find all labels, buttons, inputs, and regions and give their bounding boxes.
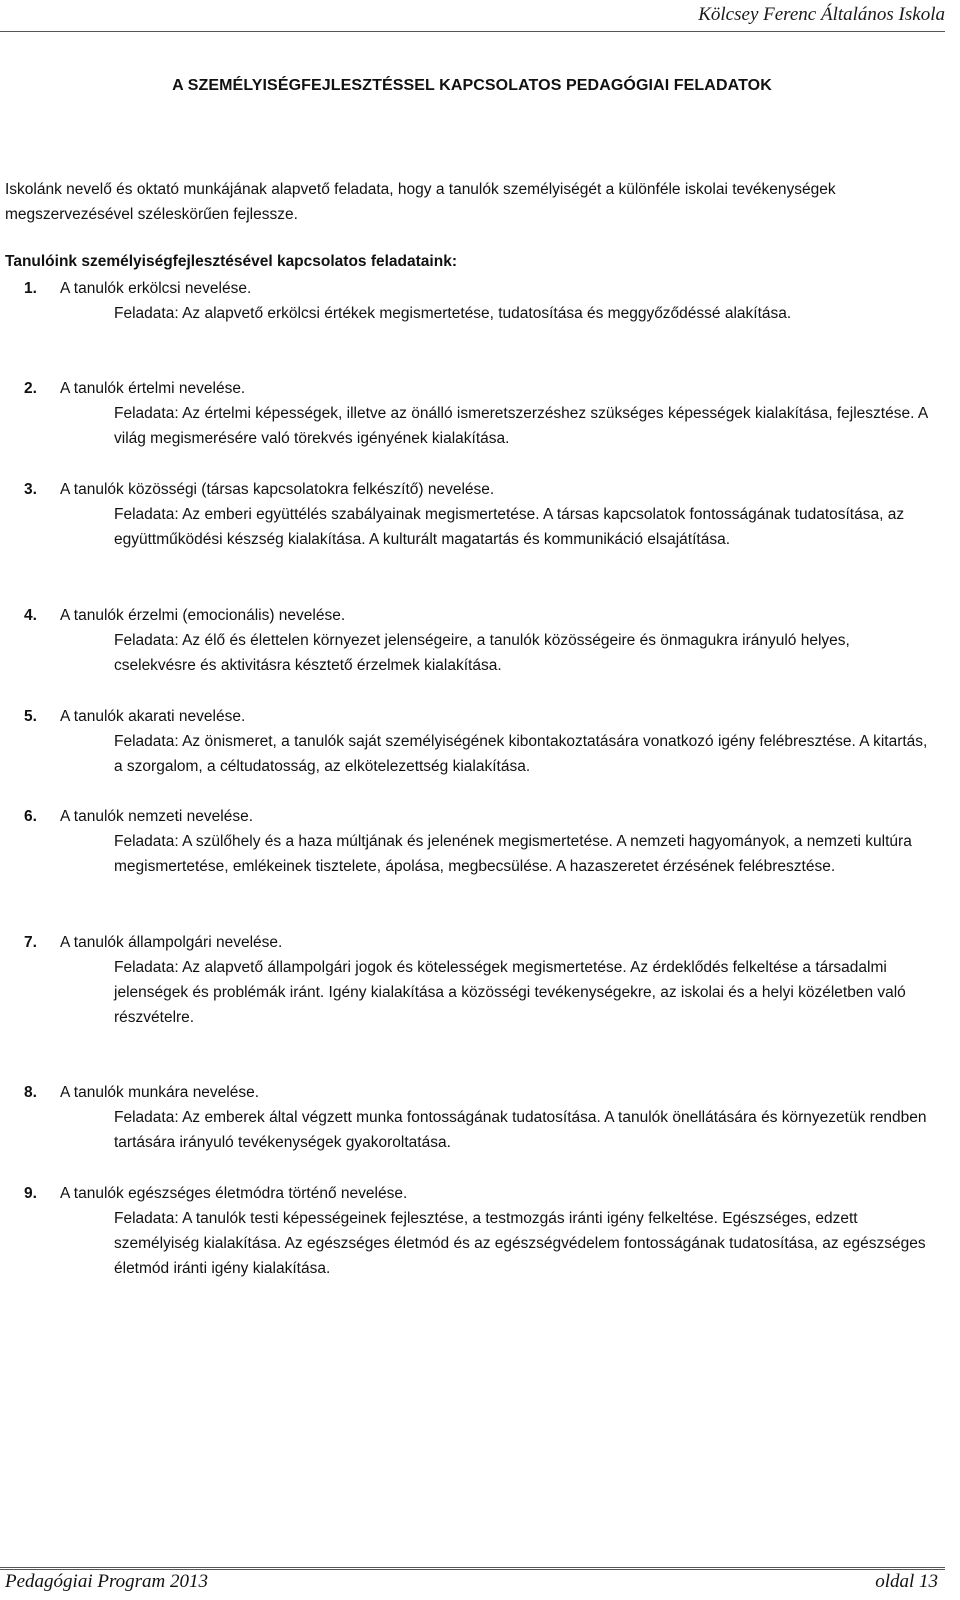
item-task: Feladata: A tanulók testi képességeinek fejlesztése, a testmozgás iránti igény felkeltése. Egészséges, edzett személyiség kialakítása. Az egészséges életmód és az egészségvédelem fontosságának tudatosítása, az egészséges életmód iránti igény kialakítása.: [114, 1210, 926, 1277]
item-number: 3.: [24, 481, 37, 498]
item-task: Feladata: Az emberi együttélés szabályainak megismertetése. A társas kapcsolatok fontosságának tudatosítása, az együttműködési készség kialakítása. A kulturált magatartás és kommunikáció elsajátítása.: [114, 506, 905, 548]
footer-divider: [0, 1567, 945, 1570]
item-heading: A tanulók egészséges életmódra történő nevelése.: [60, 1185, 408, 1202]
item-number: 1.: [24, 280, 37, 297]
item-heading: A tanulók erkölcsi nevelése.: [60, 280, 252, 297]
item-number: 5.: [24, 708, 37, 725]
item-heading: A tanulók értelmi nevelése.: [60, 380, 246, 397]
item-number: 6.: [24, 808, 37, 825]
section-subheading: Tanulóink személyiségfejlesztésével kapcsolatos feladataink:: [5, 253, 457, 270]
item-number: 2.: [24, 380, 37, 397]
item-number: 9.: [24, 1185, 37, 1202]
list-item-1: [24, 276, 934, 326]
item-task: Feladata: Az alapvető állampolgári jogok és kötelességek megismertetése. Az érdeklődés felkeltése a társadalmi jelenségek és problémák iránt. Igény kialakítása a közösségi tevékenységekre, az iskolai és a helyi közéletben való részvételre.: [114, 959, 906, 1026]
item-task: Feladata: Az alapvető erkölcsi értékek megismertetése, tudatosítása és meggyőződéssé alakítása.: [114, 305, 792, 322]
item-task: Feladata: Az emberek által végzett munka fontosságának tudatosítása. A tanulók önellátására és környezetük rendben tartására irányuló tevékenységek gyakoroltatása.: [114, 1109, 927, 1151]
document-title: A SZEMÉLYISÉGFEJLESZTÉSSEL KAPCSOLATOS PEDAGÓGIAI FELADATOK: [172, 77, 772, 94]
item-heading: A tanulók nemzeti nevelése.: [60, 808, 254, 825]
list-item-7: [24, 930, 934, 1030]
item-task: Feladata: A szülőhely és a haza múltjának és jelenének megismertetése. A nemzeti hagyományok, a nemzeti kultúra megismertetése, emlékeinek tisztelete, ápolása, megbecsülése. A hazaszeretet érzésének felébresztése.: [114, 833, 912, 875]
item-number: 7.: [24, 934, 37, 951]
page-header: [0, 4, 945, 32]
school-name: Kölcsey Ferenc Általános Iskola: [698, 4, 945, 25]
footer-page-number: oldal 13: [875, 1571, 938, 1592]
list-item-8: [24, 1080, 934, 1155]
list-item-4: [24, 603, 934, 678]
item-heading: A tanulók munkára nevelése.: [60, 1084, 260, 1101]
list-item-5: [24, 704, 934, 779]
item-task: Feladata: Az önismeret, a tanulók saját személyiségének kibontakoztatására vonatkozó igény felébresztése. A kitartás, a szorgalom, a céltudatosság, az elkötelezettség kialakítása.: [114, 733, 928, 775]
item-heading: A tanulók állampolgári nevelése.: [60, 934, 283, 951]
list-item-3: [24, 477, 934, 552]
list-item-9: [24, 1181, 934, 1281]
item-heading: A tanulók érzelmi (emocionális) nevelése.: [60, 607, 346, 624]
item-number: 4.: [24, 607, 37, 624]
item-task: Feladata: Az élő és élettelen környezet jelenségeire, a tanulók közösségeire és önmagukra irányuló helyes, cselekvésre és aktivitásra késztető érzelmek kialakítása.: [114, 632, 850, 674]
item-task: Feladata: Az értelmi képességek, illetve az önálló ismeretszerzéshez szükséges képességek kialakítása, fejlesztése. A világ megismerésére való törekvés igényének kialakítása.: [114, 405, 928, 447]
list-item-6: [24, 804, 934, 879]
list-item-2: [24, 376, 934, 451]
item-number: 8.: [24, 1084, 37, 1101]
item-heading: A tanulók közösségi (társas kapcsolatokra felkészítő) nevelése.: [60, 481, 495, 498]
footer-program-title: Pedagógiai Program 2013: [5, 1571, 209, 1592]
intro-paragraph: Iskolánk nevelő és oktató munkájának alapvető feladata, hogy a tanulók személyiségét a különféle iskolai tevékenységek megszervezésével széleskörűen fejlessze.: [5, 181, 836, 223]
item-heading: A tanulók akarati nevelése.: [60, 708, 246, 725]
